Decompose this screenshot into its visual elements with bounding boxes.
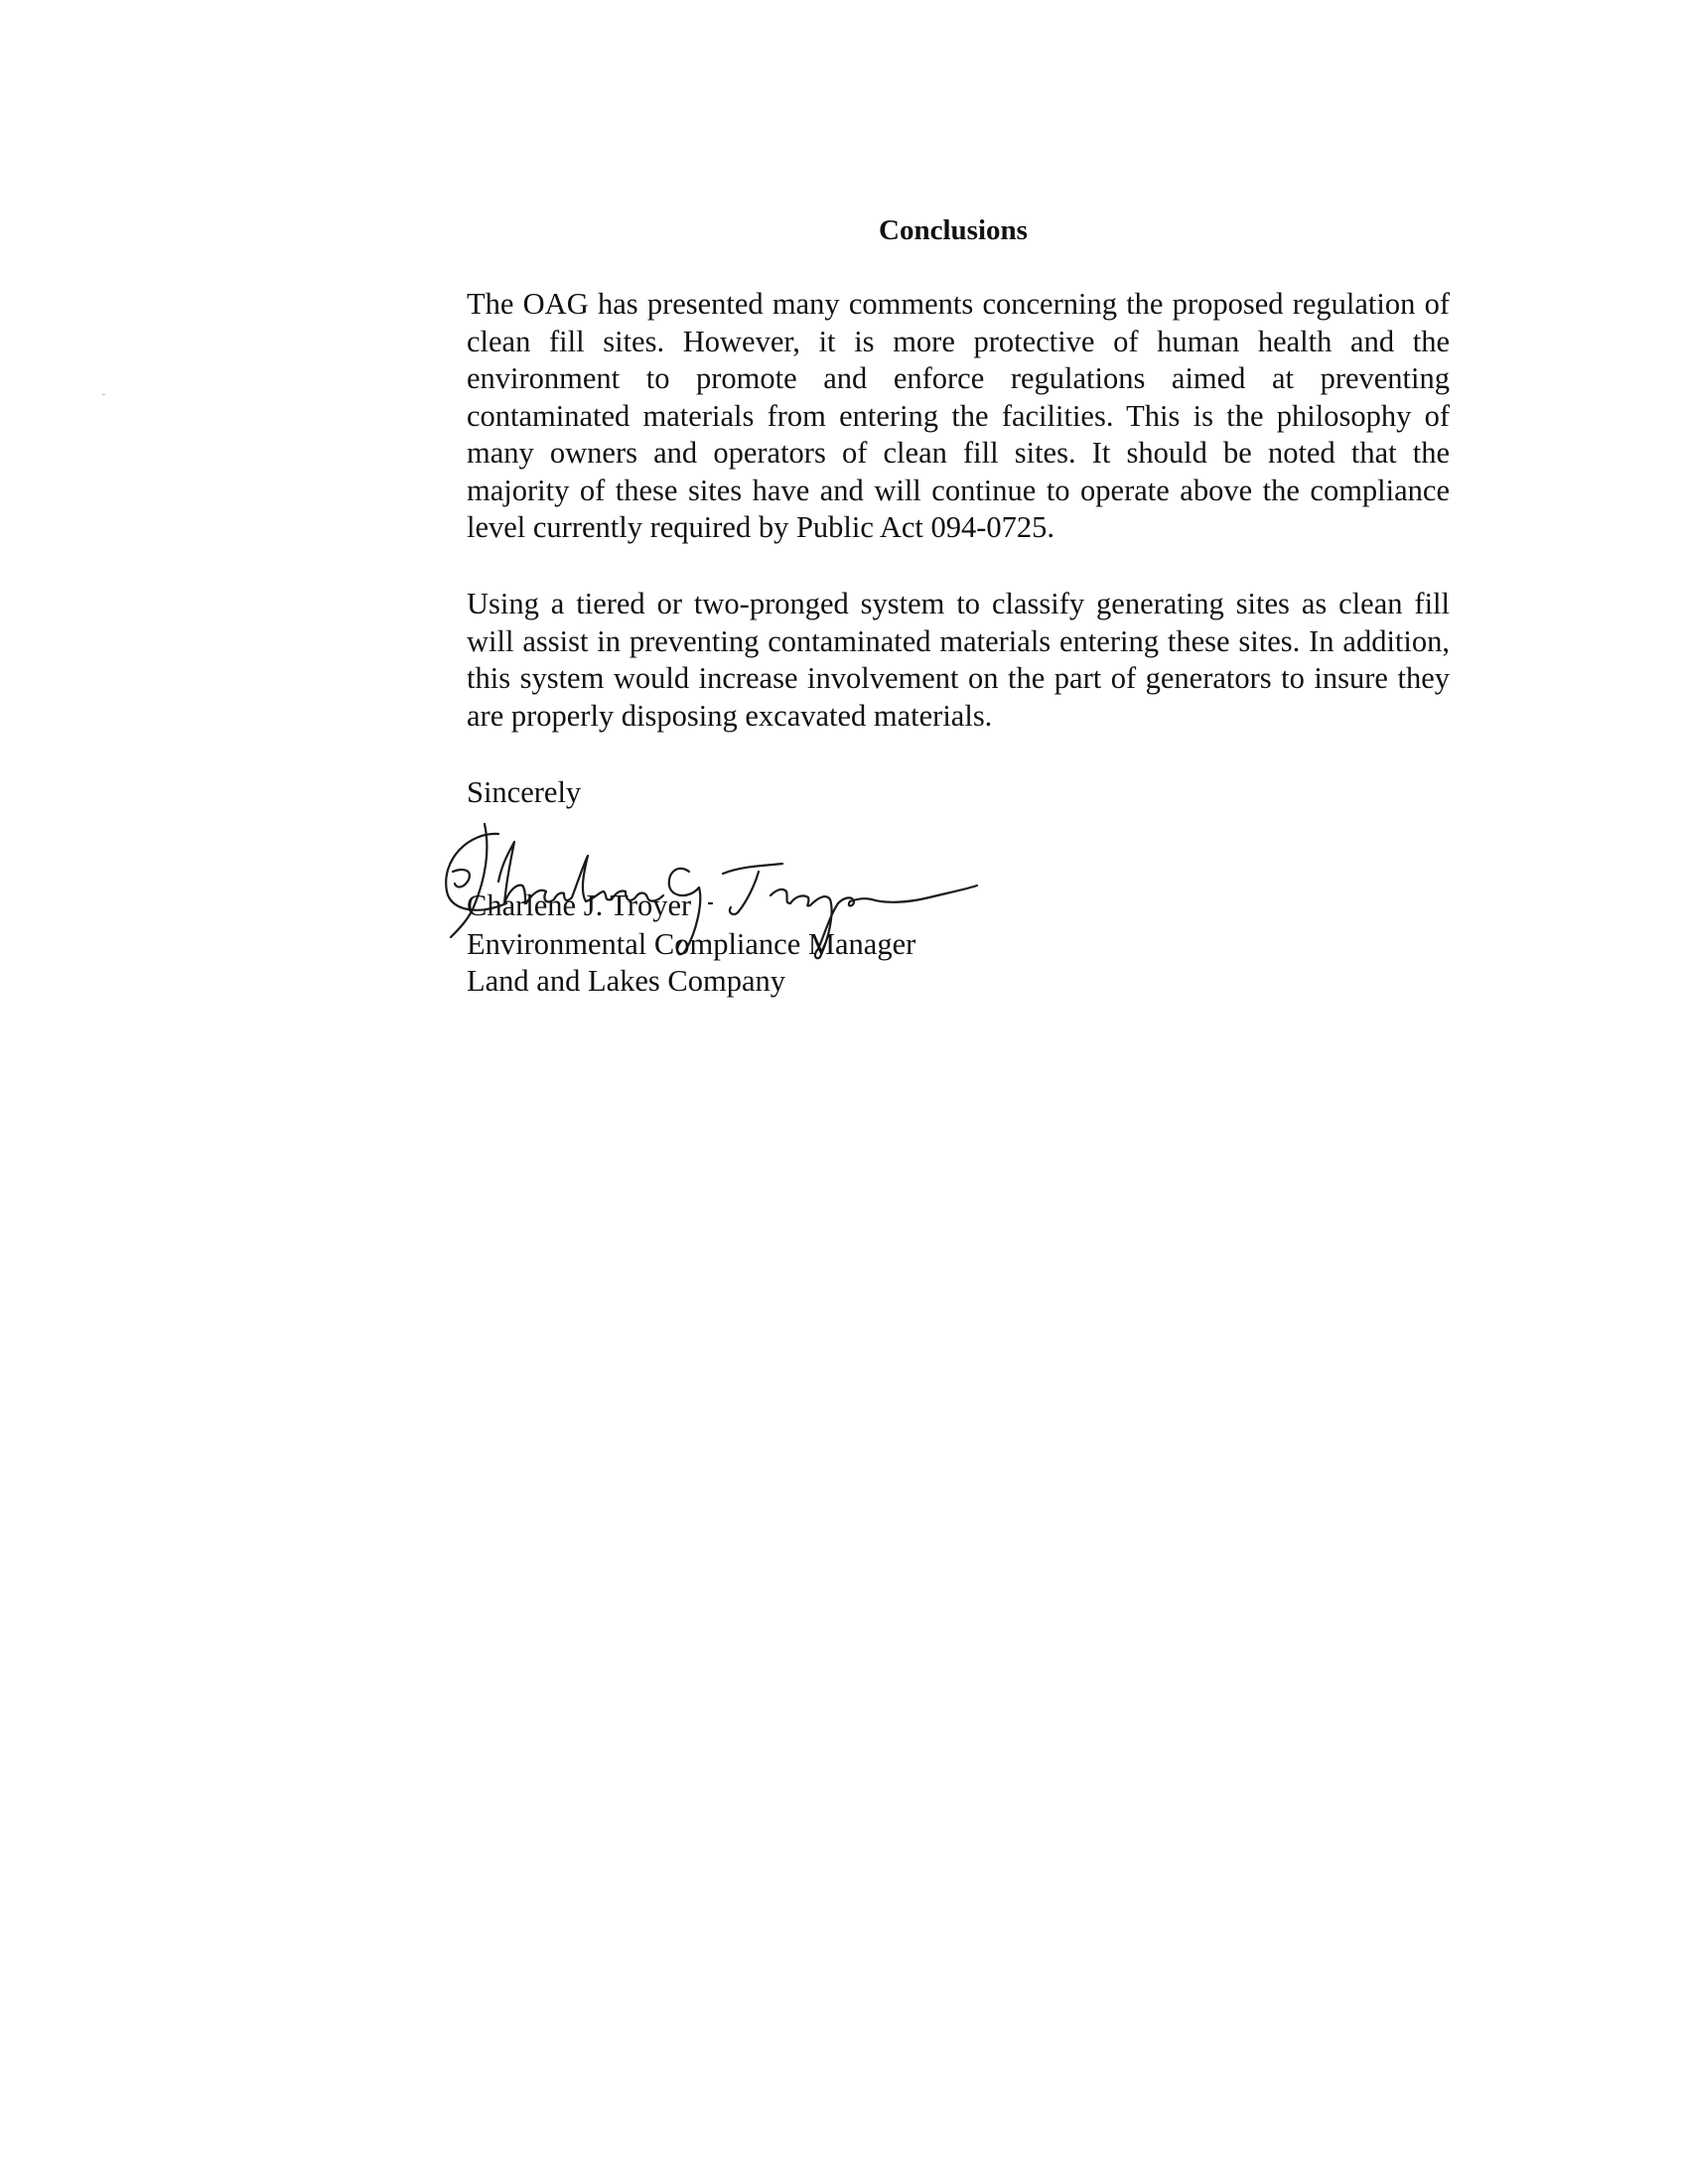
signer-title: Environmental Compliance Manager: [467, 927, 916, 961]
signer-name: Charlene J. Troyer: [467, 888, 692, 922]
scan-speck: [102, 394, 105, 395]
paragraph-2: Using a tiered or two-pronged system to classify generating sites as clean fill will assist in preventing contaminated materials entering these sites. In addition, this system would increase involvement on the part of generators to insure they are properly disposing excavated materials.: [467, 587, 1450, 733]
closing-salutation: Sincerely: [467, 775, 582, 809]
paragraph-1: The OAG has presented many comments concerning the proposed regulation of clean fill sites. However, it is more protective of human health and the environment to promote and enforce regulations aimed at preventing contaminated materials from entering the facilities. This is the philosophy of many owners and operators of clean fill sites. It should be noted that the majority of these sites have and will continue to operate above the compliance level currently required by Public Act 094-0725.: [467, 287, 1450, 544]
signer-company: Land and Lakes Company: [467, 964, 786, 998]
section-heading: Conclusions: [879, 214, 1028, 246]
